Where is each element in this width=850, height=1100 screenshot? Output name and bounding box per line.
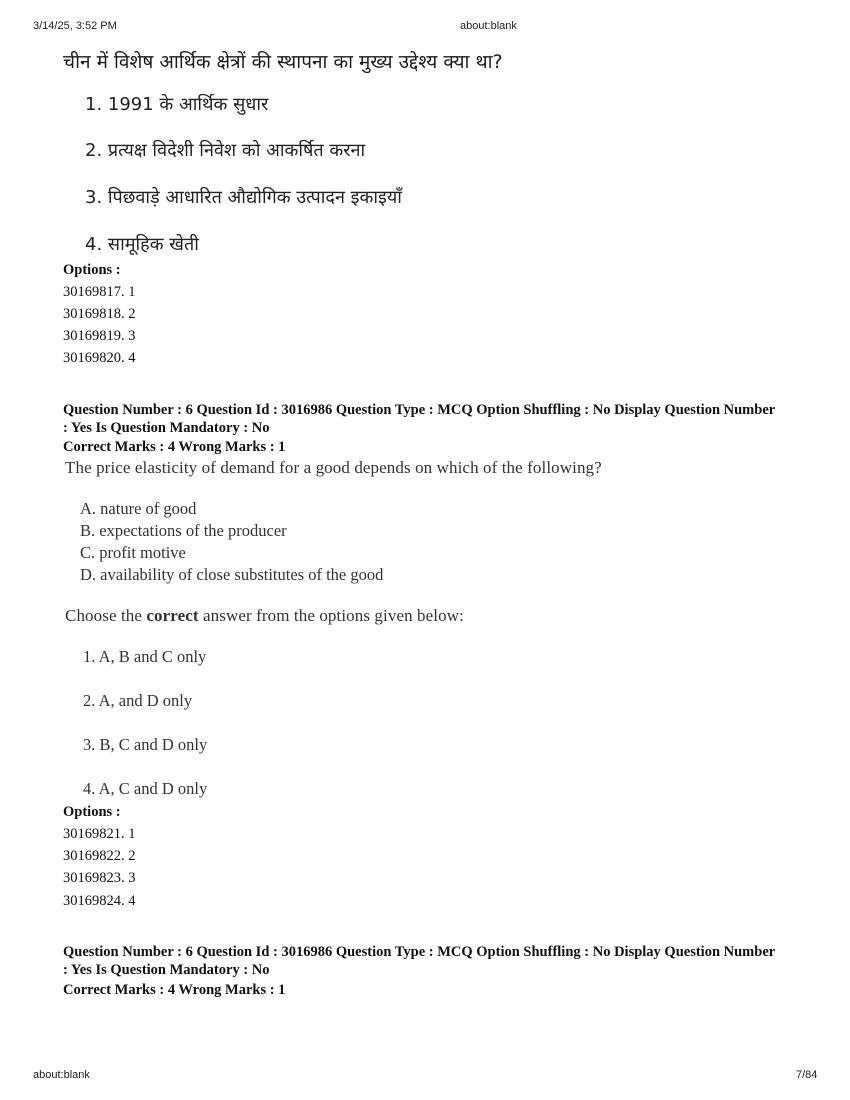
statement-item: B. expectations of the producer — [80, 521, 287, 540]
choice-1: 1. A, B and C only — [83, 647, 207, 666]
option-id: 30169823. 3 — [63, 870, 136, 886]
option-id: 30169820. 4 — [63, 350, 136, 366]
option-id: 30169821. 1 — [63, 826, 136, 842]
statement-item: D. availability of close substitutes of the good — [80, 565, 384, 584]
statement-item: C. profit motive — [80, 543, 186, 562]
question-meta: Question Number : 6 Question Id : 3016986 Question Type : MCQ Option Shuffling : No Display Question Number : Yes Is Question Mandatory : No — [63, 944, 775, 978]
question-marks: Correct Marks : 4 Wrong Marks : 1 — [63, 982, 286, 998]
choice-3: 3. B, C and D only — [83, 735, 208, 754]
choice-1-hindi: 1. 1991 के आर्थिक सुधार — [85, 94, 269, 115]
option-id: 30169822. 2 — [63, 848, 136, 864]
question-marks: Correct Marks : 4 Wrong Marks : 1 — [63, 439, 286, 455]
question-text-hindi: चीन में विशेष आर्थिक क्षेत्रों की स्थापना का मुख्य उद्देश्य क्या था? — [63, 51, 503, 73]
choice-2-hindi: 2. प्रत्यक्ष विदेशी निवेश को आकर्षित करना — [85, 140, 366, 161]
print-datetime: 3/14/25, 3:52 PM — [33, 20, 117, 32]
statement-list — [80, 498, 383, 586]
question-meta: Question Number : 6 Question Id : 3016986 Question Type : MCQ Option Shuffling : No Display Question Number : Yes Is Question Mandatory : No — [63, 402, 775, 436]
question-text: The price elasticity of demand for a good depends on which of the following? — [65, 458, 602, 477]
choose-instruction: Choose the correct answer from the options given below: — [65, 606, 464, 625]
option-id: 30169824. 4 — [63, 893, 136, 909]
choice-2: 2. A, and D only — [83, 691, 193, 710]
statement-item: A. nature of good — [80, 499, 197, 518]
choice-3-hindi: 3. पिछवाड़े आधारित औद्योगिक उत्पादन इकाइयाँ — [85, 187, 402, 208]
option-id: 30169819. 3 — [63, 328, 136, 344]
option-id: 30169817. 1 — [63, 284, 136, 300]
footer-url: about:blank — [33, 1069, 90, 1081]
page-number: 7/84 — [796, 1069, 818, 1081]
print-url: about:blank — [460, 20, 517, 32]
option-id: 30169818. 2 — [63, 306, 136, 322]
choice-4-hindi: 4. सामूहिक खेती — [85, 234, 199, 255]
choice-4: 4. A, C and D only — [83, 779, 208, 798]
options-label: Options : — [63, 262, 121, 278]
options-label: Options : — [63, 804, 121, 820]
